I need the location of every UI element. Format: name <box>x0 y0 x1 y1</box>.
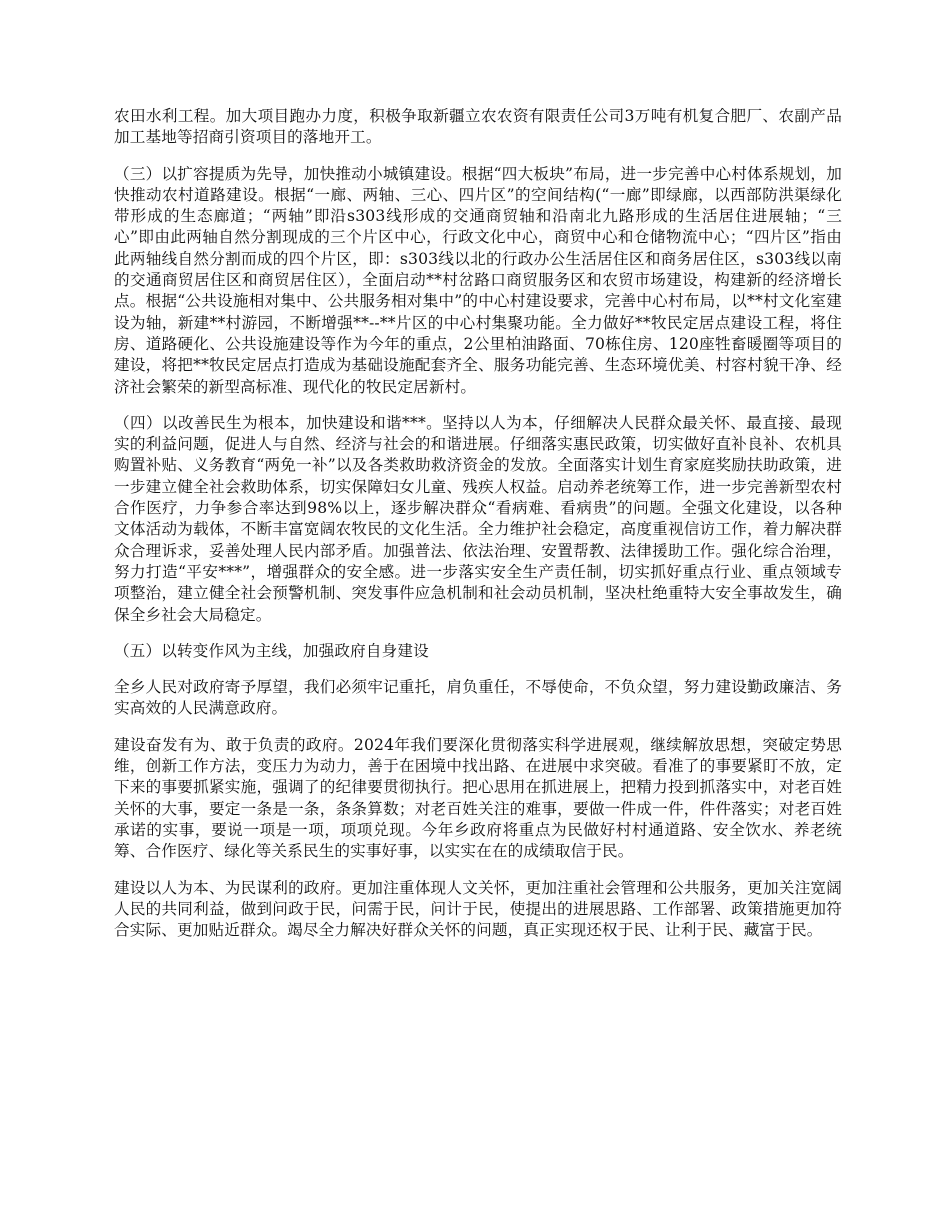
paragraph-responsible-government: 建设奋发有为、敢于负责的政府。2024年我们要深化贯彻落实科学进展观，继续解放思想，突破定势思维，创新工作方法，变压力为动力，善于在困境中找出路、在进展中求突破。看准了的事要紧盯不放，定下来的事要抓紧实施，强调了的纪律要贯彻执行。把心思用在抓进展上，把精力投到抓落实中，对老百姓关怀的大事，要定一条是一条，条条算数；对老百姓关注的难事，要做一件成一件，件件落实；对老百姓承诺的实事，要说一项是一项，项项兑现。今年乡政府将重点为民做好村村通道路、安全饮水、养老统筹、合作医疗、绿化等关系民生的实事好事，以实实在在的成绩取信于民。 <box>114 735 842 861</box>
paragraph-livelihood: （四）以改善民生为根本，加快建设和谐***。坚持以人为本，仔细解决人民群众最关怀、最直接、最现实的利益问题，促进人与自然、经济与社会的和谐进展。仔细落实惠民政策，切实做好直补良补、农机具购置补贴、义务教育“两免一补”以及各类救助救济资金的发放。全面落实计划生育家庭奖励扶助政策，进一步建立健全社会救助体系，切实保障妇女儿童、残疾人权益。启动养老统筹工作，进一步完善新型农村合作医疗，力争参合率达到98%以上，逐步解决群众“看病难、看病贵”的问题。全强文化建设，以各种文体活动为载体，不断丰富宽阔农牧民的文化生活。全力维护社会稳定，高度重视信访工作，着力解决群众合理诉求，妥善处理人民内部矛盾。加强普法、依法治理、安置帮教、法律援助工作。强化综合治理，努力打造“平安***”，增强群众的安全感。进一步落实安全生产责任制，切实抓好重点行业、重点领域专项整治，建立健全社会预警机制、突发事件应急机制和社会动员机制，坚决杜绝重特大安全事故发生，确保全乡社会大局稳定。 <box>114 413 842 624</box>
paragraph-people-centered-government: 建设以人为本、为民谋利的政府。更加注重体现人文关怀，更加注重社会管理和公共服务，更加关注宽阔人民的共同利益，做到问政于民，问需于民，问计于民，使提出的进展思路、工作部署、政策措施更加符合实际、更加贴近群众。竭尽全力解决好群众关怀的问题，真正实现还权于民、让利于民、藏富于民。 <box>114 878 842 940</box>
paragraph-farmland-projects: 农田水利工程。加大项目跑办力度，积极争取新疆立农农资有限责任公司3万吨有机复合肥厂、农副产品加工基地等招商引资项目的落地开工。 <box>114 107 842 147</box>
section-heading-government-building: （五）以转变作风为主线，加强政府自身建设 <box>114 641 429 660</box>
paragraph-public-expectation: 全乡人民对政府寄予厚望，我们必须牢记重托，肩负重任，不辱使命，不负众望，努力建设勤政廉洁、务实高效的人民满意政府。 <box>114 678 842 718</box>
paragraph-town-construction: （三）以扩容提质为先导，加快推动小城镇建设。根据“四大板块”布局，进一步完善中心村体系规划，加快推动农村道路建设。根据“一廊、两轴、三心、四片区”的空间结构(“一廊”即绿廊，以西部防洪渠绿化带形成的生态廊道；“两轴”即沿s303线形成的交通商贸轴和沿南北九路形成的生活居住进展轴；“三心”即由此两轴自然分割现成的三个片区中心，行政文化中心，商贸中心和仓储物流中心；“四片区”指由此两轴线自然分割而成的四个片区，即：s303线以北的行政办公生活居住区和商务居住区，s303线以南的交通商贸居住区和商贸居住区），全面启动**村岔路口商贸服务区和农贸市场建设，构建新的经济增长点。根据“公共设施相对集中、公共服务相对集中”的中心村建设要求，完善中心村布局，以**村文化室建设为轴，新建**村游园，不断增强**--**片区的中心村集聚功能。全力做好**牧民定居点建设工程，将住房、道路硬化、公共设施建设等作为今年的重点，2公里柏油路面、70栋住房、120座牲畜暖圈等项目的建设，将把**牧民定居点打造成为基础设施配套齐全、服务功能完善、生态环境优美、村容村貌干净、经济社会繁荣的新型高标准、现代化的牧民定居新村。 <box>114 164 842 396</box>
document-page <box>114 106 842 956</box>
